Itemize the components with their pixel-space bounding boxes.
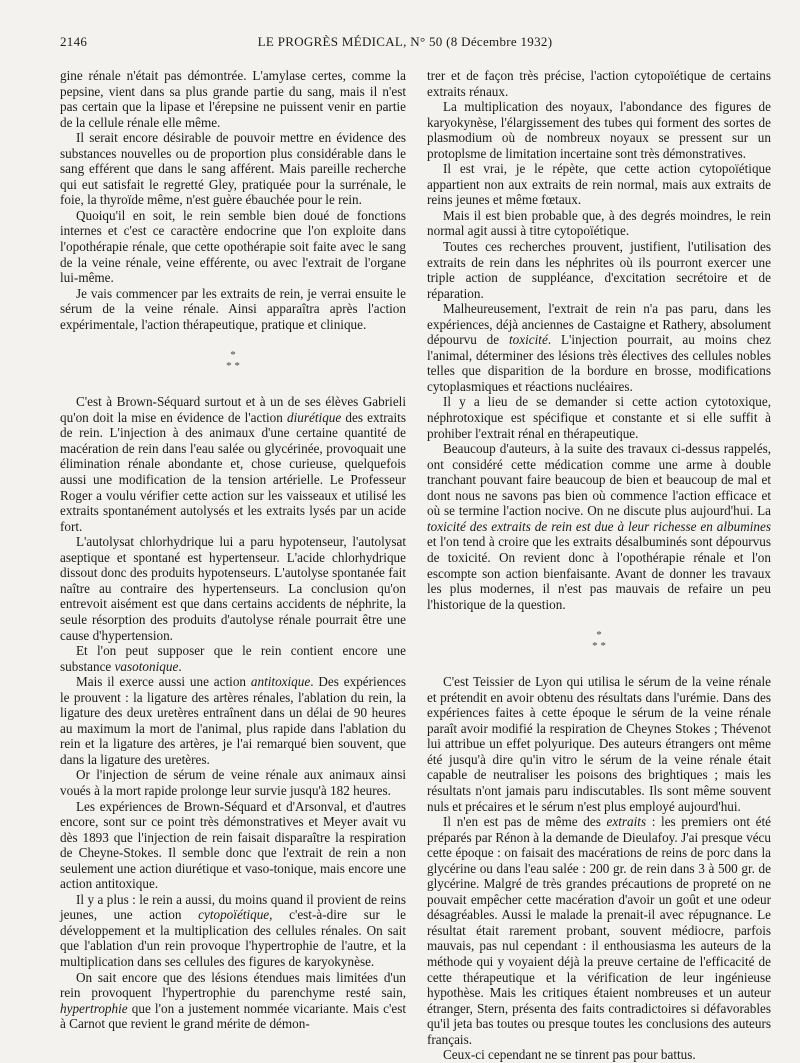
- paragraph: Il y a lieu de se demander si cette action cytotoxique, néphrotoxique est spécifique et constante et si elle suffit à prohiber l'extrait rénal en thérapeutique.: [427, 394, 771, 441]
- page-number: 2146: [60, 34, 88, 49]
- paragraph: Ceux-ci cependant ne se tinrent pas pour battus.: [443, 1047, 696, 1063]
- paragraph: Les expériences de Brown-Séquard et d'Arsonval, et d'autres encore, sont sur ce point très démonstratives et Meyer avait vu dès 1893 que l'injection de rein faisait disparaître la respiration de Cheyne-Stokes. Il semble donc que l'extrait de rein a non seulement une action diurétique et vaso-tonique, mais encore une action antitoxique.: [60, 798, 406, 892]
- paragraph: Il y a plus : le rein a aussi, du moins quand il provient de reins jeunes, une action cytopoïétique, c'est-à-dire sur le développement et la multiplication des cellules rénales. On sait que l'ablation d'un rein provoque l'hypertrophie de l'autre, et la multiplication dans ses cellules des figures de karyokynèse.: [60, 891, 406, 969]
- section-separator: [60, 332, 406, 394]
- paragraph: Et l'on peut supposer que le rein contient encore une substance vasotonique.: [60, 643, 406, 674]
- paragraph: Je vais commencer par les extraits de rein, je verrai ensuite le sérum de la veine rénale. Ainsi apparaîtra après l'action expérimentale, l'action thérapeutique, pratique et clinique.: [60, 285, 406, 332]
- paragraph: Il n'en est pas de même des extraits : les premiers ont été préparés par Rénon à la demande de Dieulafoy. J'ai presque vécu cette époque : on faisait des macérations de reins de porc dans la glycérine ou dans l'eau salée : 200 gr. de rein dans 3 à 500 gr. de glycérine. Malgré de très grandes précautions de propreté on ne pouvait empêcher cette macération d'avoir un goût et une odeur désagréables. Aussi le malade la prenait-il avec répugnance. Le résultat était rarement probant, souvent médiocre, parfois mauvais, pas nul cependant : il enthousiasma les auteurs de la méthode qui y voyaient déjà la preuve certaine de l'efficacité de cette thérapeutique et la vérification de leur ingénieuse hypothèse. Mais les critiques étaient nombreuses et un auteur étranger, Stern, présenta des faits contradictoires si défavorables qu'il jeta bas toutes ou presque toutes les conclusions des auteurs français.: [427, 814, 772, 1047]
- separator-asterisk: *: [596, 629, 602, 642]
- paragraph: Or l'injection de sérum de veine rénale aux animaux ainsi voués à la mort rapide prolonge leur survie jusqu'à 182 heures.: [60, 767, 406, 798]
- paragraph: Mais il exerce aussi une action antitoxique. Des expériences le prouvent : la ligature des artères rénales, l'ablation du rein, la ligature des deux uretères entraînent dans un délai de 90 heures au maximum la mort de l'animal, plus rapide dans l'ablation du rein et la ligature des artères, je l'ai remarqué bien souvent, que dans la ligature des uretères.: [60, 674, 406, 767]
- section-separator: [427, 612, 771, 674]
- paragraph: Quoiqu'il en soit, le rein semble bien doué de fonctions internes et c'est ce caractère endocrine que l'on exploite dans l'opothérapie rénale, que cette opothérapie soit faite avec le sang de la veine rénale, veine efférente, ou avec l'extrait de l'organe lui-même.: [60, 207, 406, 286]
- paragraph: gine rénale n'était pas démontrée. L'amylase certes, comme la pepsine, vient dans sa plus grande partie du sang, mais il n'est pas certain que la lipase et l'érepsine ne puissent venir en partie de la cellule rénale elle même.: [60, 68, 406, 130]
- paragraph: C'est à Brown-Séquard surtout et à un de ses élèves Gabrieli qu'on doit la mise en évidence de l'action diurétique des extraits de rein. L'injection à des animaux d'une certaine quantité de macération de rein dans l'eau salée ou glycérinée, provoquait une élimination rénale abondante et, chose curieuse, quelquefois aussi une modification de la tension artérielle. Le Professeur Roger a voulu vérifier cette action sur les vaisseaux et utilisé les extraits spontanément autolysés et les extraits lysés par un acide fort.: [60, 394, 406, 534]
- paragraph: trer et de façon très précise, l'action cytopoïétique de certains extraits rénaux.: [427, 68, 771, 99]
- separator-asterisk: *: [230, 349, 236, 362]
- paragraph: On sait encore que des lésions étendues mais limitées d'un rein provoquent l'hypertrophie du parenchyme resté sain, hypertrophie que l'on a justement nommée vicariante. Mais c'est à Carnot que revient le grand mérite de démon-: [60, 969, 406, 1032]
- paragraph: C'est Teissier de Lyon qui utilisa le sérum de la veine rénale et prétendit en avoir obtenu des résultats dans l'urémie. Dans des expériences faites à cette époque le sérum de la veine rénale paraît avoir modifié la respiration de Cheynes Stokes ; Thévenot lui attribue un effet polyurique. Des auteurs étrangers ont même été jusqu'à dire qu'in vitro le sérum de la veine rénale était capable de neutraliser les poisons des brightiques ; mais les résultats n'ont jamais paru indiscutables. Ils sont même souvent nuls et précaires et le sérum n'est plus employé aujourd'hui.: [427, 674, 771, 814]
- running-title: LE PROGRÈS MÉDICAL, N° 50 (8 Décembre 1932): [257, 34, 553, 49]
- paragraph: Toutes ces recherches prouvent, justifient, l'utilisation des extraits de rein dans les néphrites où ils pourront exercer une triple action de suppléance, d'excitation secrétoire et de réparation.: [427, 239, 771, 301]
- separator-asterisks: * *: [592, 640, 606, 653]
- paragraph: Mais il est bien probable que, à des degrés moindres, le rein normal agit aussi à titre cytopoïétique.: [427, 207, 771, 239]
- paragraph: Il serait encore désirable de pouvoir mettre en évidence des substances nouvelles ou de proportion plus considérable dans le sang efférent que dans le sang afférent. Mais pareille recherche qui eut satisfait le regretté Gley, pratiquée pour la surrénale, le foie, la thyroïde même, n'est guère ébauchée pour le rein.: [60, 130, 406, 208]
- paragraph: Il est vrai, je le répète, que cette action cytopoïétique appartient non aux extraits de rein normal, mais aux extraits de reins jeunes et même fœtaux.: [427, 161, 771, 208]
- separator-asterisks: * *: [226, 360, 240, 373]
- paragraph: Malheureusement, l'extrait de rein n'a pas paru, dans les expériences, déjà anciennes de Castaigne et Rathery, absolument dépourvu de toxicité. L'injection pourrait, au moins chez l'animal, déterminer des lésions très électives des cellules nobles telles que disparition de la bordure en brosse, modifications cytoplasmiques et réactions nucléaires.: [427, 301, 771, 394]
- paragraph: La multiplication des noyaux, l'abondance des figures de karyokynèse, l'élargissement des tubes qui forment des sortes de plasmodium où de nombreux noyaux se pressent sur un protoplsme de limitation incertaine sont très démonstratives.: [427, 99, 771, 161]
- page-header: [60, 34, 750, 54]
- paragraph: L'autolysat chlorhydrique lui a paru hypotenseur, l'autolysat aseptique et spontané est hypertenseur. L'acide chlorhydrique dissout donc des produits hypotenseurs. L'autolyse spontanée fait naître au contraire des hypertenseurs. La conclusion qu'on entrevoit aisément est que dans certains accidents de néphrite, la seule résorption des produits d'autolyse rénale pourrait être une cause d'hypertension.: [60, 534, 406, 643]
- paragraph: Beaucoup d'auteurs, à la suite des travaux ci-dessus rappelés, ont considéré cette médication comme une arme à double tranchant pouvant faire beaucoup de bien et beaucoup de mal et dont nous ne savons pas bien où commence l'action efficace et où se termine l'action nocive. On ne discute plus aujourd'hui. La toxicité des extraits de rein est due à leur richesse en albumines et l'on tend à croire que les extraits désalbuminés sont dépourvus de toxicité. On revient donc à l'opothérapie rénale et l'on escompte son action bienfaisante. Avant de donner les travaux les plus modernes, il n'est pas mauvais de refaire un peu l'historique de la question.: [427, 441, 771, 612]
- left-column: [60, 68, 406, 1032]
- right-column: [427, 68, 771, 1063]
